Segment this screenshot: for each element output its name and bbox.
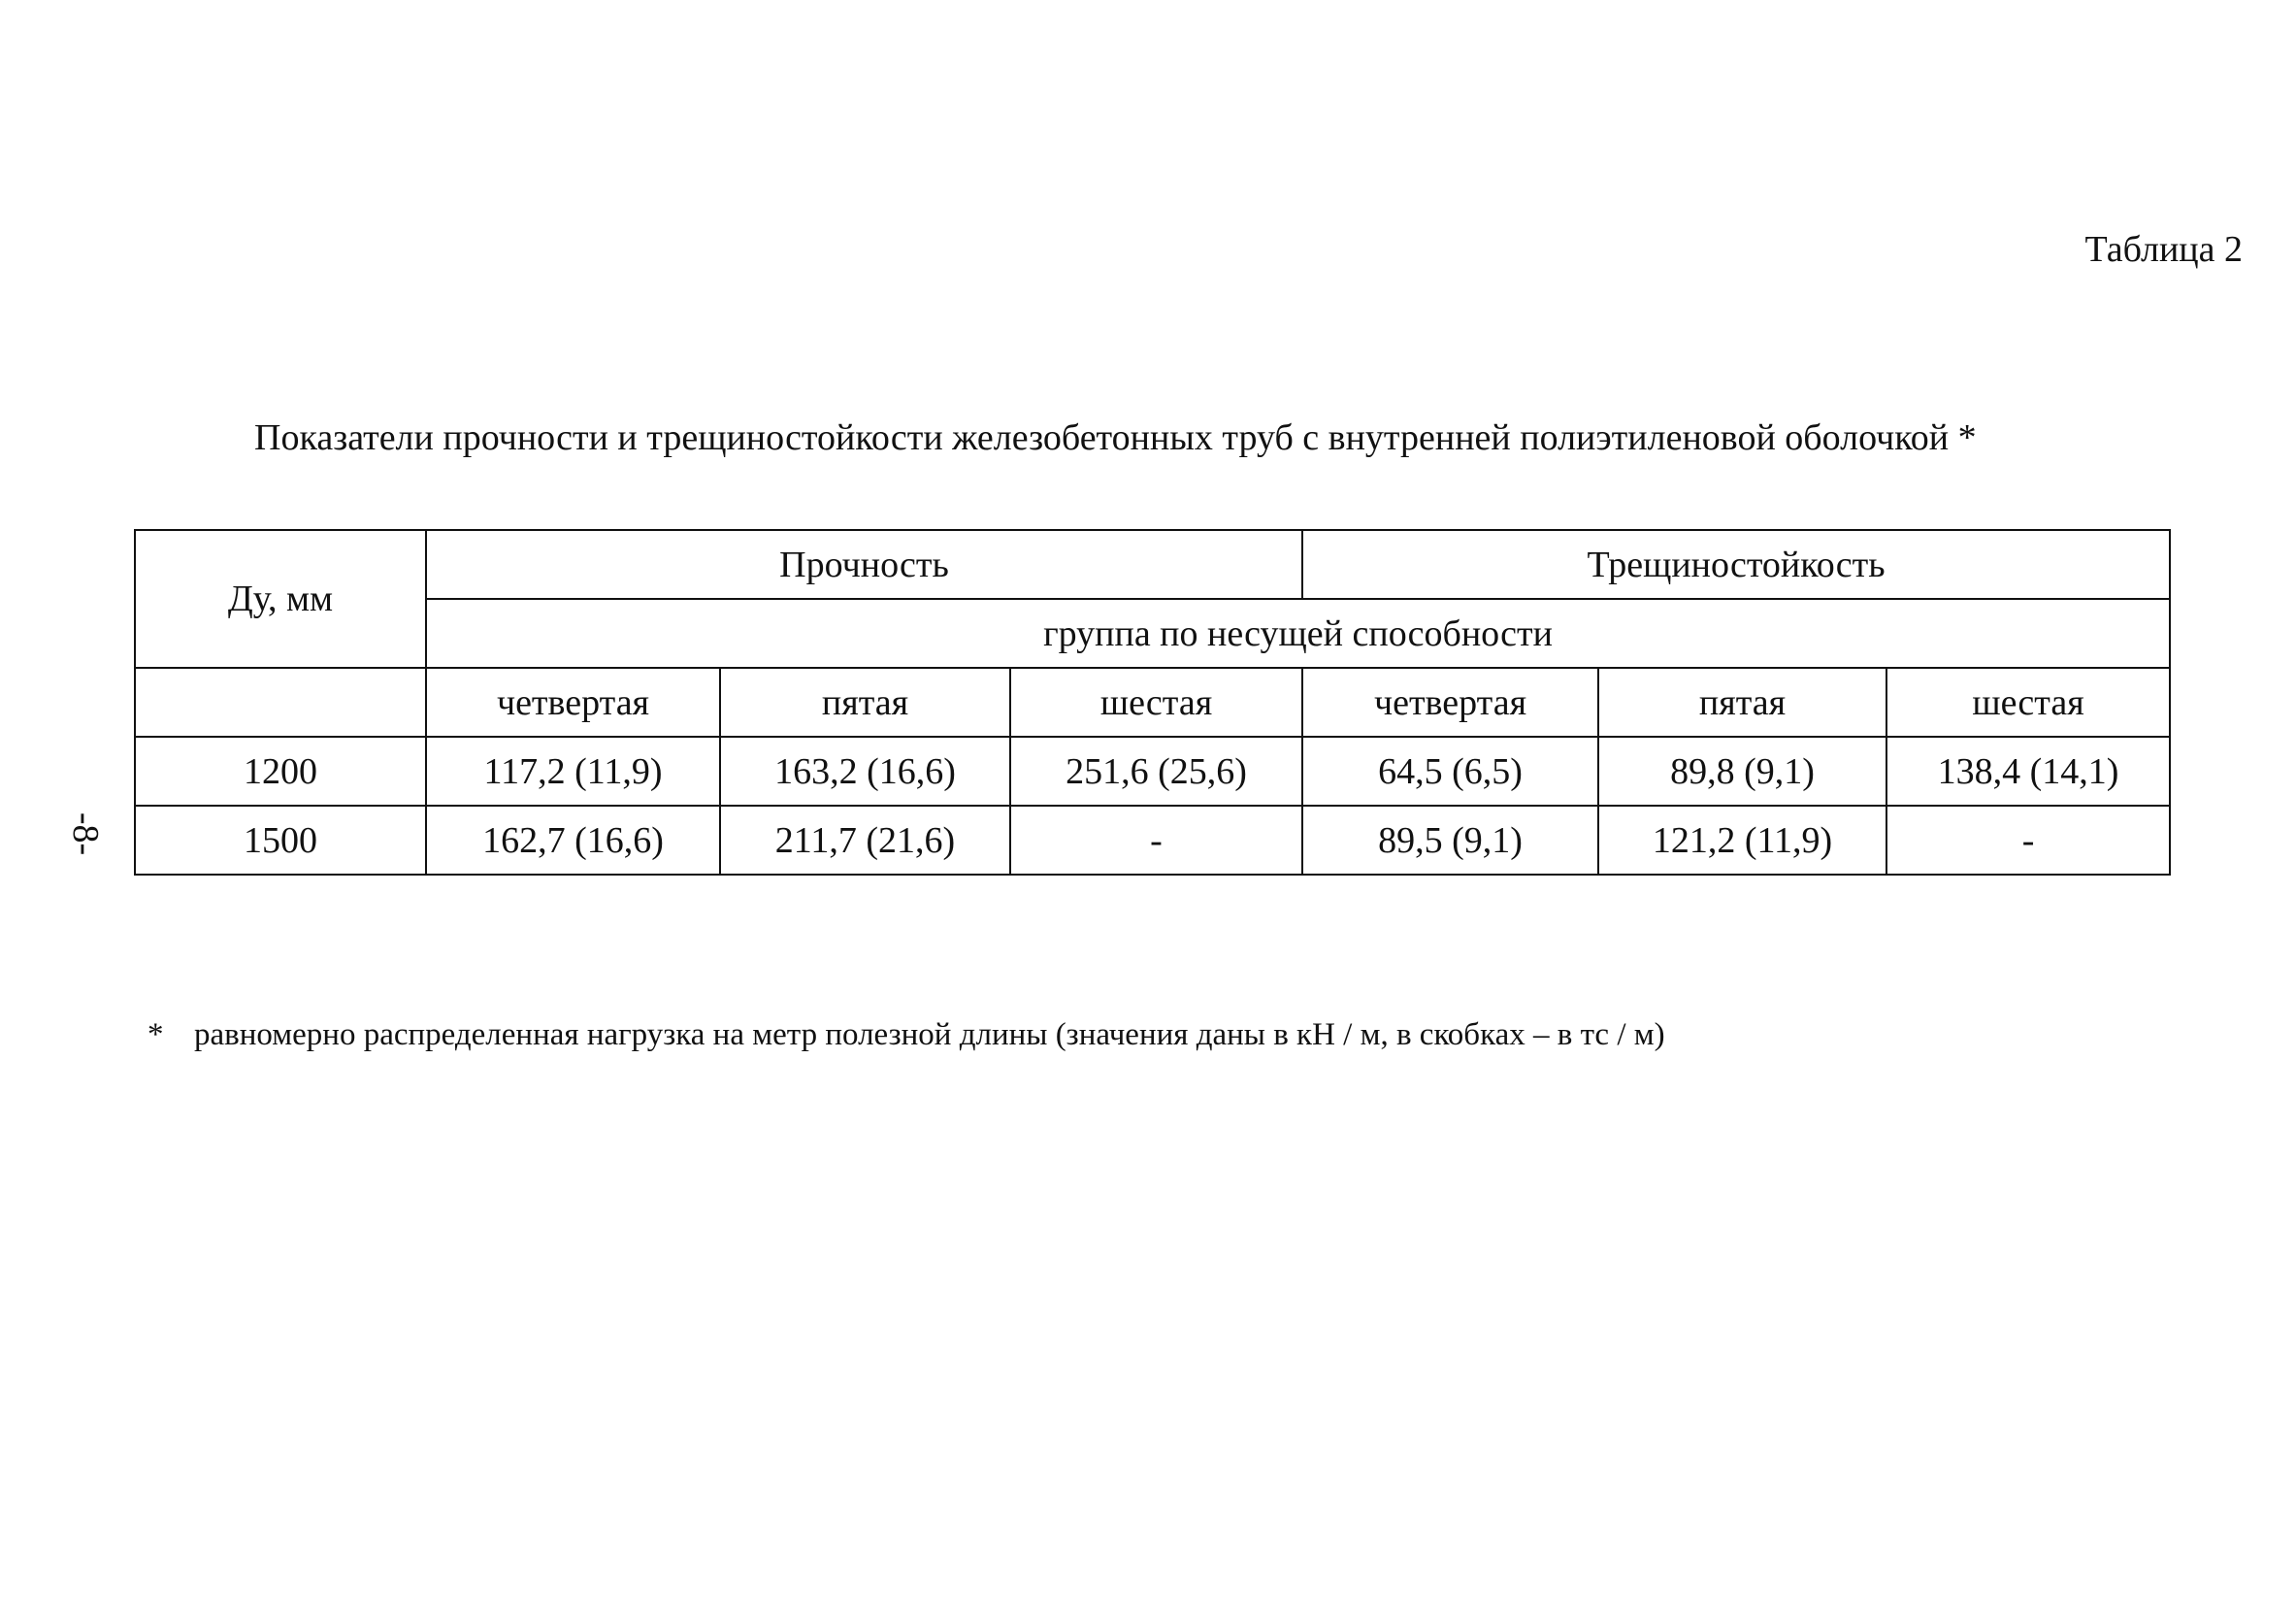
table-label: Таблица 2 bbox=[2084, 229, 2243, 270]
value-cell: 117,2 (11,9) bbox=[426, 737, 720, 806]
footnote-mark: * bbox=[148, 1017, 164, 1052]
value-cell: 64,5 (6,5) bbox=[1302, 737, 1598, 806]
value-cell: 138,4 (14,1) bbox=[1886, 737, 2170, 806]
header-row-capacity-group bbox=[135, 599, 2170, 668]
table-row bbox=[135, 737, 2170, 806]
subheader-crack-fifth: пятая bbox=[1598, 668, 1886, 737]
value-cell: - bbox=[1010, 806, 1302, 875]
table-row bbox=[135, 806, 2170, 875]
footnote bbox=[148, 1019, 1665, 1051]
header-row-groups bbox=[135, 530, 2170, 599]
subheader-crack-sixth: шестая bbox=[1886, 668, 2170, 737]
subheader-crack-fourth: четвертая bbox=[1302, 668, 1598, 737]
value-cell: 89,5 (9,1) bbox=[1302, 806, 1598, 875]
value-cell: 162,7 (16,6) bbox=[426, 806, 720, 875]
value-cell: - bbox=[1886, 806, 2170, 875]
value-cell: 121,2 (11,9) bbox=[1598, 806, 1886, 875]
header-row-subheaders bbox=[135, 668, 2170, 737]
du-cell: 1200 bbox=[135, 737, 426, 806]
strength-header: Прочность bbox=[426, 530, 1302, 599]
du-cell: 1500 bbox=[135, 806, 426, 875]
capacity-group-header: группа по несущей способности bbox=[426, 599, 2170, 668]
du-header: Ду, мм bbox=[135, 530, 426, 668]
table-title: Показатели прочности и трещиностойкости железобетонных труб с внутренней полиэтиленовой оболочкой * bbox=[254, 417, 1977, 458]
footnote-text: равномерно распределенная нагрузка на метр полезной длины (значения даны в кН / м, в скобках – в тс / м) bbox=[194, 1017, 1665, 1052]
crack-resistance-header: Трещиностойкость bbox=[1302, 530, 2170, 599]
value-cell: 163,2 (16,6) bbox=[720, 737, 1010, 806]
value-cell: 251,6 (25,6) bbox=[1010, 737, 1302, 806]
value-cell: 89,8 (9,1) bbox=[1598, 737, 1886, 806]
data-table bbox=[134, 529, 2171, 876]
subheader-strength-fifth: пятая bbox=[720, 668, 1010, 737]
subheader-strength-sixth: шестая bbox=[1010, 668, 1302, 737]
page-number: -8- bbox=[65, 811, 106, 856]
value-cell: 211,7 (21,6) bbox=[720, 806, 1010, 875]
empty-header-cell bbox=[135, 668, 426, 737]
subheader-strength-fourth: четвертая bbox=[426, 668, 720, 737]
